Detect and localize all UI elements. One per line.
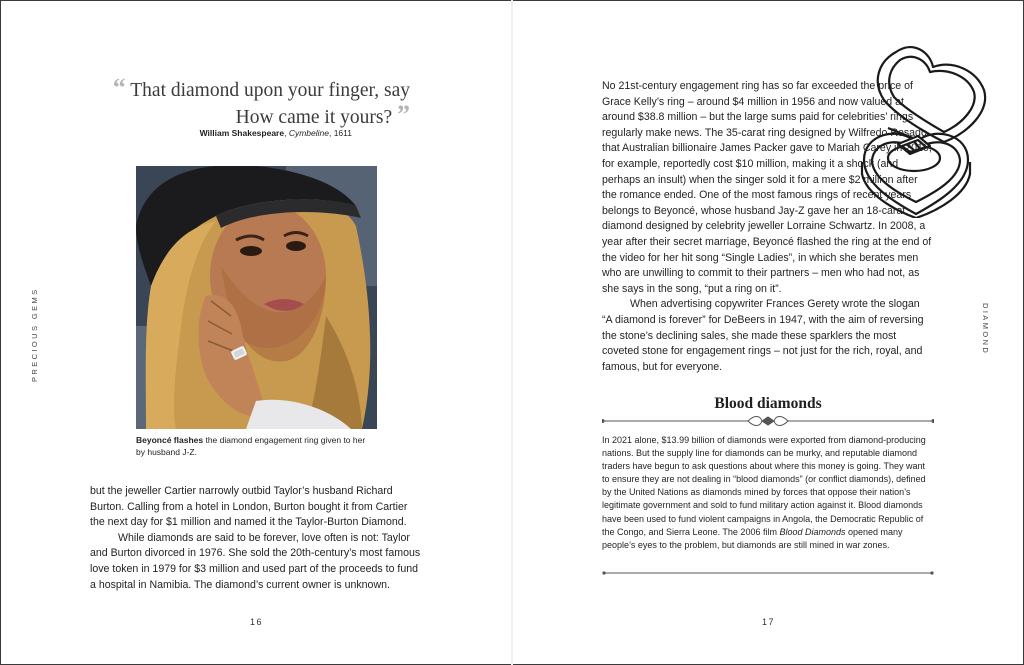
left-body-text — [90, 484, 421, 593]
quote-line-1: That diamond upon your finger, say — [130, 80, 410, 101]
left-paragraph-2: While diamonds are said to be forever, love often is not: Taylor and Burton divorced in 1976. She sold the 20th-century’s most famous love token in 1979 for $3 million and used part of the proceeds to fund a hospital in Namibia. The diamond’s current owner is unknown. — [90, 531, 421, 591]
right-page-number: 17 — [762, 617, 776, 627]
attribution-separator: , — [284, 128, 289, 138]
box-text-part-1: In 2021 alone, $13.99 billion of diamonds were exported from diamond-producing nations. But the supply line for diamonds can be murky, and reputable diamond traders have begun to ask questions about where this money is going. They want to ensure they are not dealing in “blood diamonds” (or conflict diamonds), defined by the United Nations as diamonds mined by forces that oppose their nation’s legitimate government and sold to fund military action against it. Blood diamonds have been used to fund violent campaigns in Angola, the Democratic Republic of the Congo, and Sierra Leone. The 2006 film — [602, 435, 926, 537]
attribution-author: William Shakespeare — [199, 128, 285, 138]
caption-lead: Beyoncé flashes — [136, 435, 204, 445]
left-paragraph-1: but the jeweller Cartier narrowly outbid Taylor’s husband Richard Burton. Calling from a hotel in London, Burton bought it from Cartier the next day for $1 million and named it the Taylor-Burton Diamond. — [90, 485, 408, 529]
box-text-part-2: opened many people’s eyes to the problem, but diamonds are still mined in war zones. — [602, 526, 903, 550]
quote-open-mark: “ — [112, 73, 126, 102]
quote-attribution — [150, 128, 352, 138]
quote-line-2: How came it yours? — [235, 107, 393, 128]
right-paragraph-2: When advertising copywriter Frances Gerety wrote the slogan “A diamond is forever” for DeBeers in 1947, with the aim of reversing the stone’s declining sales, she made these sparklers the most coveted stone for engagement rings – not just for the rich, royal, and famous, but for everyone. — [602, 298, 924, 373]
beyonce-photo — [136, 166, 377, 429]
book-gutter — [511, 0, 513, 665]
ornament-divider-icon — [602, 414, 934, 428]
photo-caption — [136, 434, 376, 458]
right-running-head: DIAMOND — [981, 303, 990, 356]
attribution-work: Cymbeline — [288, 128, 329, 138]
attribution-year: , 1611 — [328, 128, 352, 138]
sidebar-box-title: Blood diamonds — [714, 395, 822, 412]
right-body-text — [602, 79, 932, 375]
bottom-rule-divider — [602, 567, 934, 579]
quote-close-mark: ” — [397, 100, 410, 129]
sidebar-box-text — [602, 434, 934, 552]
pull-quote — [90, 73, 410, 130]
right-paragraph-1: No 21st-century engagement ring has so far exceeded the price of Grace Kelly’s ring – around $4 million in 1956 and now valued at around $38.8 million – but the large sums paid for celebrities’ rings regularly make news. The 35-carat ring designed by Wilfredo Rosado that Australian billionaire James Packer gave to Mariah Carey in 2016, for example, reportedly cost $10 million, making it a shock (and perhaps an insult) when the singer sold it for a mere $2 million after the romance ended. One of the most famous rings of recent years belongs to Beyoncé, whose husband Jay-Z gave her an 18-carat diamond designed by celebrity jeweller Lorraine Schwartz. In 2008, a year after their secret marriage, Beyoncé flashed the ring at the end of the video for her hit song “Single Ladies”, in which she berates men who are unwilling to commit to their partners – men who had not, as she says in the song, “put a ring on it”. — [602, 80, 932, 295]
box-film-title: Blood Diamonds — [779, 526, 846, 537]
left-page-number: 16 — [250, 617, 264, 627]
left-running-head: PRECIOUS GEMS — [30, 287, 39, 382]
caption-text: the diamond engagement ring given to her by husband J-Z. — [136, 435, 366, 457]
